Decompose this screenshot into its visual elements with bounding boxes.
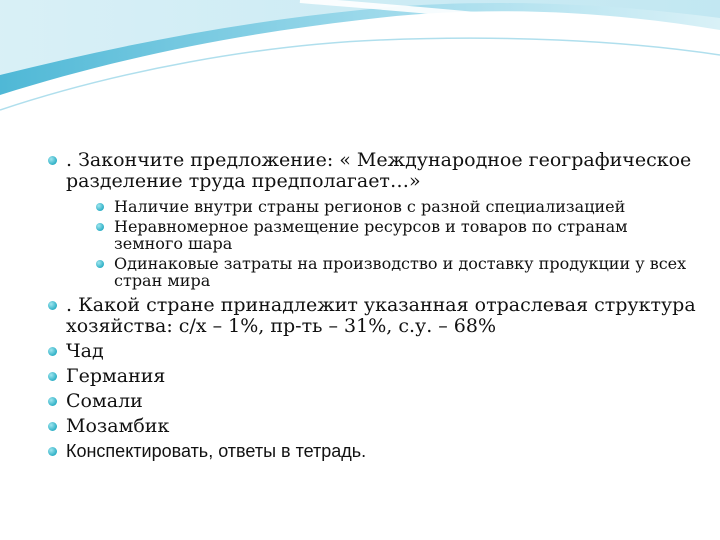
bullet-icon <box>48 347 57 356</box>
instruction-text: Конспектировать, ответы в тетрадь. <box>66 441 367 461</box>
bullet-icon <box>96 223 104 231</box>
option-item <box>96 218 698 252</box>
header-wave-decoration <box>0 0 720 120</box>
bullet-icon <box>96 260 104 268</box>
question-2 <box>48 295 698 337</box>
question-2-text: . Какой стране принадлежит указанная отраслевая структура хозяйства: с/х – 1%, пр-ть – 31%, с.у. – 68% <box>66 294 696 337</box>
answer-text: Мозамбик <box>66 415 170 437</box>
bullet-icon <box>48 422 57 431</box>
bullet-icon <box>48 156 57 165</box>
option-item <box>96 255 698 289</box>
answer-item <box>48 366 698 387</box>
answer-item <box>48 416 698 437</box>
answer-item <box>48 341 698 362</box>
answer-text: Германия <box>66 365 166 387</box>
option-text: Наличие внутри страны регионов с разной специализацией <box>114 197 626 216</box>
slide-content <box>48 150 698 466</box>
bullet-icon <box>48 447 57 456</box>
bullet-icon <box>48 372 57 381</box>
answer-text: Чад <box>66 340 104 362</box>
question-1-options <box>96 198 698 289</box>
option-text: Неравномерное размещение ресурсов и товаров по странам земного шара <box>114 217 628 253</box>
bullet-icon <box>48 301 57 310</box>
option-text: Одинаковые затраты на производство и доставку продукции у всех стран мира <box>114 254 687 290</box>
question-1-text: . Закончите предложение: « Международное географическое разделение труда предполагает…» <box>66 149 692 192</box>
option-item <box>96 198 698 215</box>
instruction <box>48 441 698 462</box>
question-1 <box>48 150 698 192</box>
bullet-icon <box>48 397 57 406</box>
answer-text: Сомали <box>66 390 143 412</box>
answer-item <box>48 391 698 412</box>
bullet-icon <box>96 203 104 211</box>
